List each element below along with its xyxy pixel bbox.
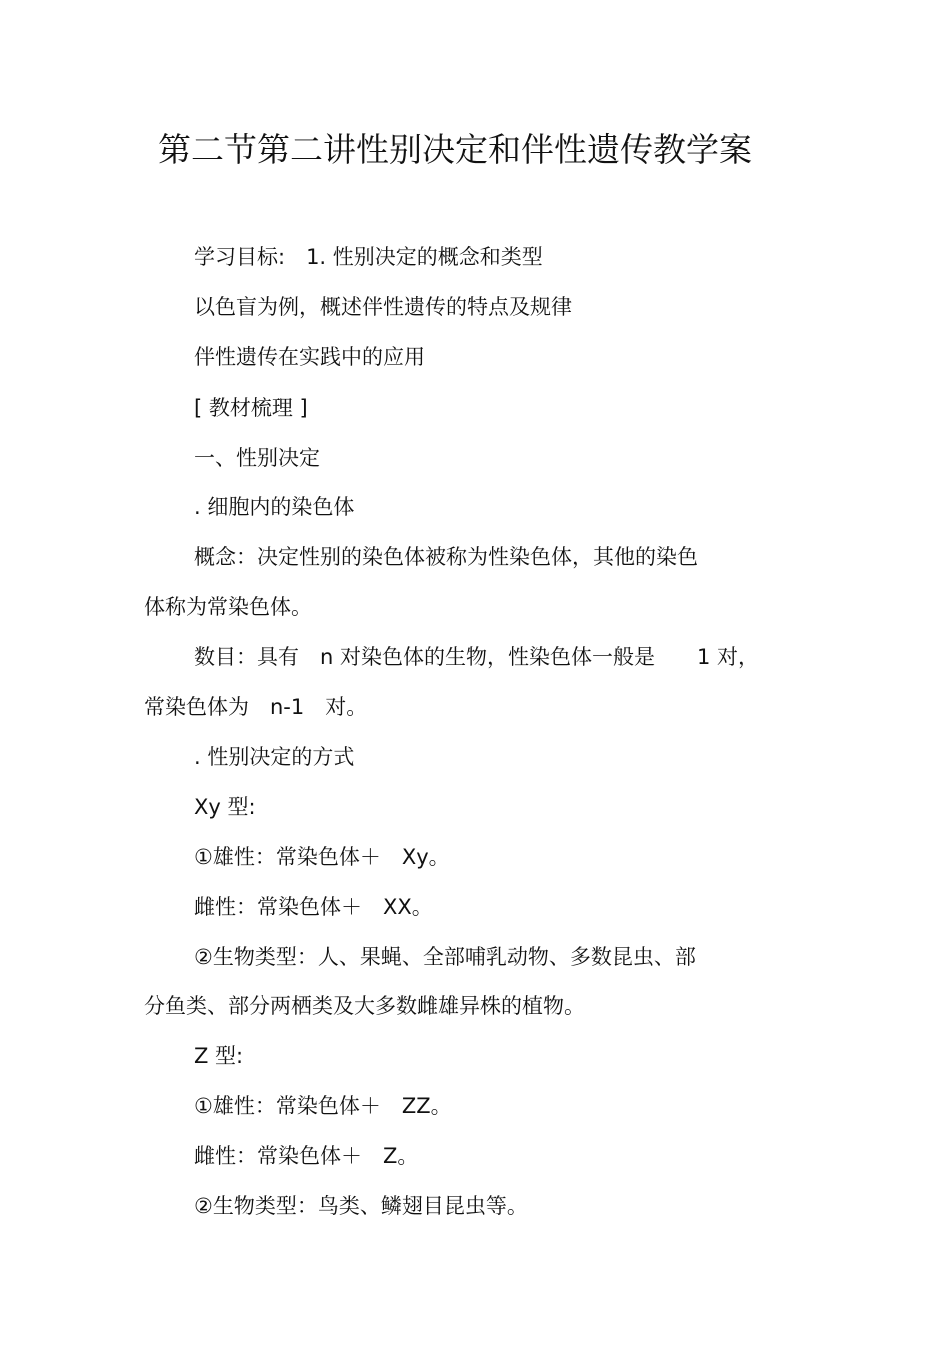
- paragraph-line: 数目：具有 n 对染色体的生物，性染色体一般是 1 对，: [194, 645, 760, 669]
- learning-objective-3: 伴性遗传在实践中的应用: [194, 345, 425, 369]
- paragraph-line: ②生物类型：鸟类、鳞翅目昆虫等。: [194, 1194, 528, 1218]
- paragraph-line: 雌性：常染色体＋ Z。: [194, 1144, 419, 1168]
- paragraph-line: ①雄性：常染色体＋ ZZ。: [194, 1094, 452, 1118]
- paragraph-line: ①雄性：常染色体＋ Xy。: [194, 845, 450, 869]
- paragraph-line: Xy 型:: [194, 795, 256, 819]
- paragraph-line: 雌性：常染色体＋ XX。: [194, 895, 433, 919]
- subheading: . 细胞内的染色体: [194, 495, 355, 519]
- learning-objective-1: 学习目标: 1. 性别决定的概念和类型: [194, 245, 543, 269]
- section-heading: 一、性别决定: [194, 446, 320, 470]
- paragraph-line: 分鱼类、部分两栖类及大多数雌雄异株的植物。: [144, 994, 585, 1018]
- paragraph-line: Z 型:: [194, 1044, 244, 1068]
- paragraph-line: ②生物类型：人、果蝇、全部哺乳动物、多数昆虫、部: [194, 945, 696, 969]
- subheading: . 性别决定的方式: [194, 745, 355, 769]
- paragraph-line: 体称为常染色体。: [144, 595, 312, 619]
- page-title: 第二节第二讲性别决定和伴性遗传教学案: [158, 130, 752, 169]
- section-label: [ 教材梳理 ]: [194, 396, 308, 420]
- learning-objective-2: 以色盲为例，概述伴性遗传的特点及规律: [194, 295, 572, 319]
- paragraph-line: 概念：决定性别的染色体被称为性染色体，其他的染色: [194, 545, 698, 569]
- paragraph-line: 常染色体为 n-1 对。: [144, 695, 368, 719]
